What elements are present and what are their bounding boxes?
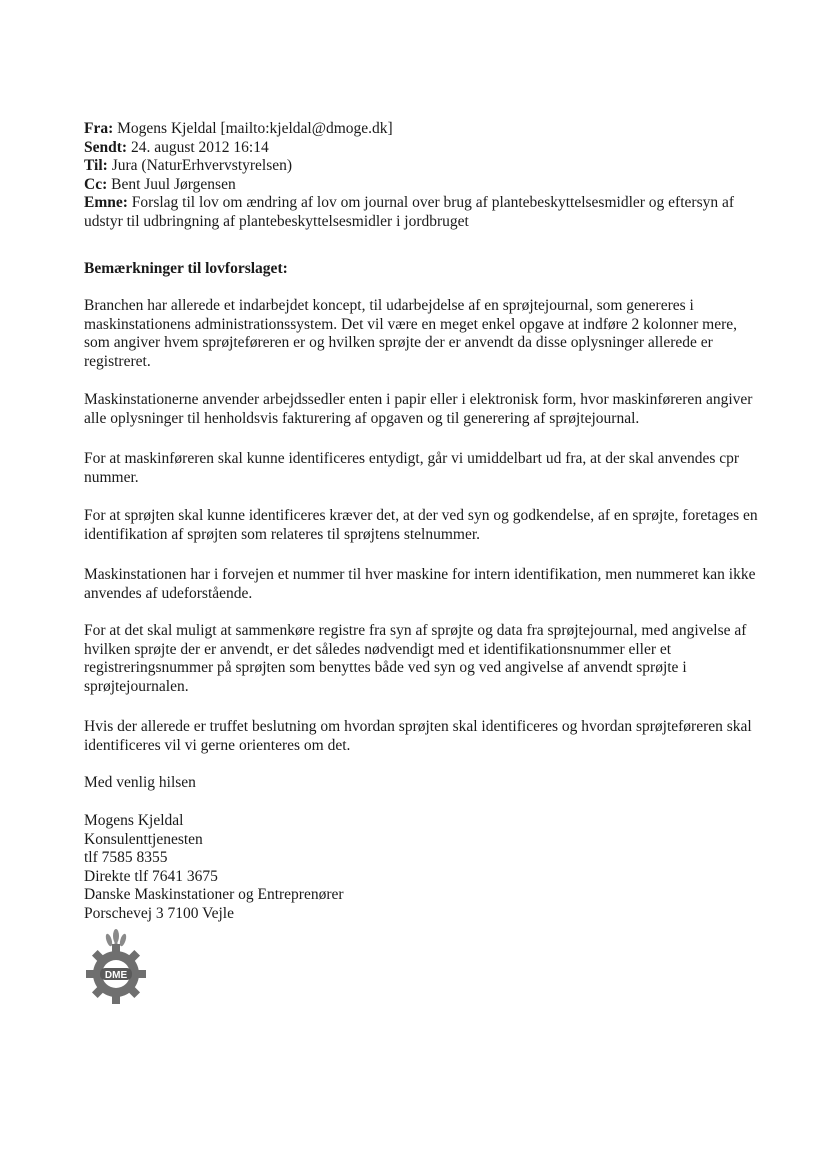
closing-line: Med venlig hilsen [84, 774, 196, 791]
from-line [84, 120, 764, 139]
signature-organization: Danske Maskinstationer og Entreprenører [84, 886, 344, 903]
cc-line [84, 176, 764, 195]
signature-block [84, 812, 759, 923]
signature-department: Konsulenttjenesten [84, 830, 203, 848]
sent-line [84, 139, 764, 158]
subject-line [84, 194, 764, 231]
logo-text: DME [104, 970, 128, 981]
body-paragraph: Maskinstationen har i forvejen et nummer til hver maskine for intern identifikation, men nummeret kan ikke anvendes af udeforstående. [84, 566, 756, 602]
section-heading: Bemærkninger til lovforslaget: [84, 260, 288, 277]
signature-name: Mogens Kjeldal [84, 812, 184, 829]
cc-label: Cc: [84, 175, 108, 193]
body-paragraph: Hvis der allerede er truffet beslutning om hvordan sprøjten skal identificeres og hvordan sprøjteføreren skal identificeres vil vi gerne orienteres om det. [84, 718, 752, 754]
to-label: Til: [84, 157, 108, 174]
to-value: Jura (NaturErhvervstyrelsen) [111, 157, 293, 174]
body-paragraph: For at maskinføreren skal kunne identificeres entydigt, går vi umiddelbart ud fra, at der skal anvendes cpr nummer. [84, 450, 740, 486]
email-header [84, 120, 764, 231]
sent-label: Sendt: [84, 138, 128, 156]
signature-address: Porschevej 3 7100 Vejle [84, 904, 234, 922]
cc-value: Bent Juul Jørgensen [111, 175, 236, 193]
body-paragraph: For at det skal muligt at sammenkøre registre fra syn af sprøjte og data fra sprøjtejournal, med angivelse af hvilken sprøjte der er anvendt, er det således nødvendigt med et identifikationsnummer eller et registreringsnummer på sprøjten som benyttes både ved syn og ved angivelse af anvendt sprøjte i sprøjtejournalen. [84, 622, 747, 695]
body-paragraph: Branchen har allerede et indarbejdet koncept, til udarbejdelse af en sprøjtejournal, som genereres i maskinstationens administrationssystem. Det vil være en meget enkel opgave at indføre 2 kolonner mere, som angiver hvem sprøjteføreren er og hvilken sprøjte der er anvendt da disse oplysninger allerede er registreret. [84, 297, 737, 370]
body-paragraph: For at sprøjten skal kunne identificeres kræver det, at der ved syn og godkendelse, af en sprøjte, foretages en identifikation af sprøjten som relateres til sprøjtens stelnummer. [84, 507, 758, 543]
subject-value: Forslag til lov om ændring af lov om journal over brug af plantebeskyttelsesmidler og eftersyn af udstyr til udbringning af plantebeskyttelsesmidler i jordbruget [84, 194, 735, 230]
to-line [84, 157, 764, 176]
signature-phone: tlf 7585 8355 [84, 849, 168, 866]
from-value: Mogens Kjeldal [mailto:kjeldal@dmoge.dk] [117, 120, 393, 137]
dme-gear-logo-icon [80, 926, 152, 1006]
subject-label: Emne: [84, 194, 128, 211]
signature-direct-phone: Direkte tlf 7641 3675 [84, 867, 218, 885]
body-paragraph: Maskinstationerne anvender arbejdssedler enten i papir eller i elektronisk form, hvor maskinføreren angiver alle oplysninger til henholdsvis fakturering af opgaven og til generering af sprøjtejournal. [84, 391, 753, 427]
sent-value: 24. august 2012 16:14 [130, 138, 269, 156]
from-label: Fra: [84, 120, 114, 137]
